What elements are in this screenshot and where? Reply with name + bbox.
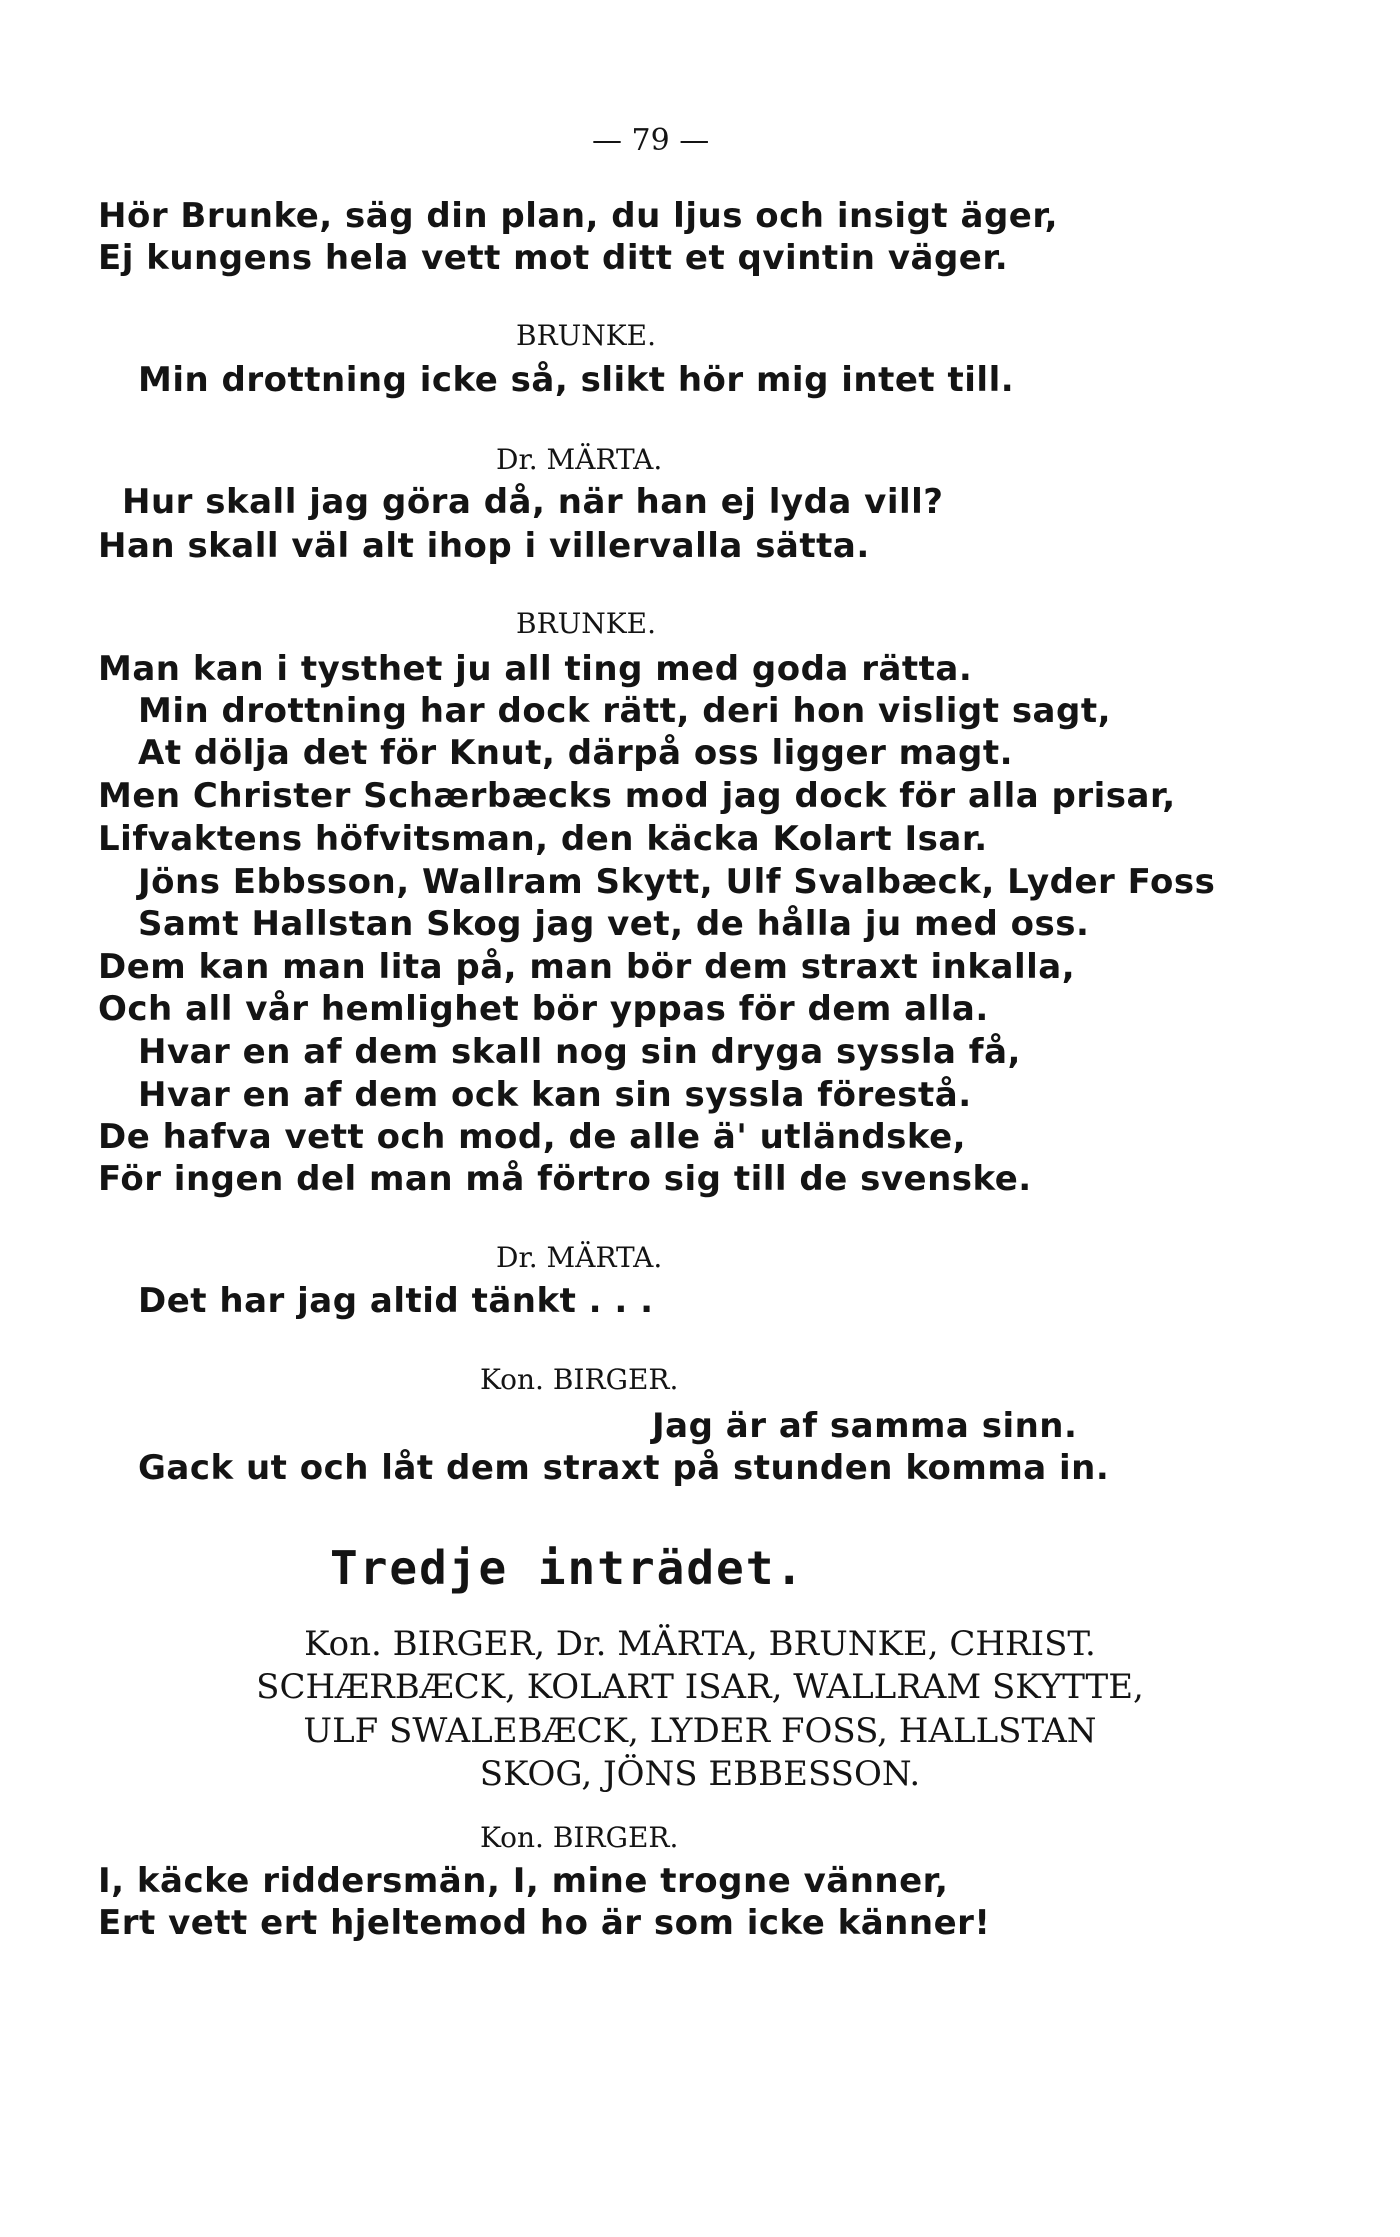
verse-line: Dem kan man lita på, man bör dem straxt inkalla, <box>98 947 1076 987</box>
verse-line: Min drottning icke så, slikt hör mig intet till. <box>138 360 1015 400</box>
speaker-label: BRUNKE. <box>516 319 657 352</box>
speaker-label: Dr. MÄRTA. <box>496 1241 663 1274</box>
verse-line: De hafva vett och mod, de alle ä' utländske, <box>98 1117 967 1157</box>
verse-line: Samt Hallstan Skog jag vet, de hålla ju med oss. <box>138 904 1090 944</box>
verse-line: At dölja det för Knut, därpå oss ligger magt. <box>138 733 1014 773</box>
verse-line: Det har jag altid tänkt . . . <box>138 1281 654 1321</box>
cast-list-line: SKOG, JÖNS EBBESSON. <box>479 1754 921 1794</box>
verse-line: Jöns Ebbsson, Wallram Skytt, Ulf Svalbæck, Lyder Foss <box>138 862 1216 902</box>
speaker-label: Dr. MÄRTA. <box>496 443 663 476</box>
speaker-label: Kon. BIRGER. <box>480 1363 679 1396</box>
verse-line: Men Christer Schærbæcks mod jag dock för alla prisar, <box>98 776 1176 816</box>
verse-line: Och all vår hemlighet bör yppas för dem alla. <box>98 989 989 1029</box>
verse-line: Hvar en af dem skall nog sin dryga syssla få, <box>138 1032 1021 1072</box>
speaker-label: Kon. BIRGER. <box>480 1821 679 1854</box>
verse-line: I, käcke riddersmän, I, mine trogne vänner, <box>98 1861 949 1901</box>
section-heading: Tredje inträdet. <box>330 1541 806 1595</box>
verse-line: För ingen del man må förtro sig till de svenske. <box>98 1159 1032 1199</box>
verse-line: Min drottning har dock rätt, deri hon visligt sagt, <box>138 691 1112 731</box>
verse-line: Ert vett ert hjeltemod ho är som icke känner! <box>98 1903 991 1943</box>
speaker-label: BRUNKE. <box>516 607 657 640</box>
verse-line: Ej kungens hela vett mot ditt et qvintin väger. <box>98 238 1009 278</box>
verse-line: Gack ut och låt dem straxt på stunden komma in. <box>138 1448 1110 1488</box>
page-number: — 79 — <box>592 123 710 158</box>
cast-list-line: Kon. BIRGER, Dr. MÄRTA, BRUNKE, CHRIST. <box>304 1624 1096 1664</box>
cast-list-line: SCHÆRBÆCK, KOLART ISAR, WALLRAM SKYTTE, <box>256 1667 1144 1707</box>
verse-line: Jag är af samma sinn. <box>652 1406 1078 1446</box>
verse-line: Hvar en af dem ock kan sin syssla förestå. <box>138 1075 972 1115</box>
cast-list-line: ULF SWALEBÆCK, LYDER FOSS, HALLSTAN <box>303 1711 1097 1751</box>
verse-line: Hur skall jag göra då, när han ej lyda vill? <box>122 482 944 522</box>
verse-line: Hör Brunke, säg din plan, du ljus och insigt äger, <box>98 196 1059 236</box>
verse-line: Man kan i tysthet ju all ting med goda rätta. <box>98 649 973 689</box>
verse-line: Lifvaktens höfvitsman, den käcka Kolart Isar. <box>98 819 988 859</box>
verse-line: Han skall väl alt ihop i villervalla sätta. <box>98 526 870 566</box>
